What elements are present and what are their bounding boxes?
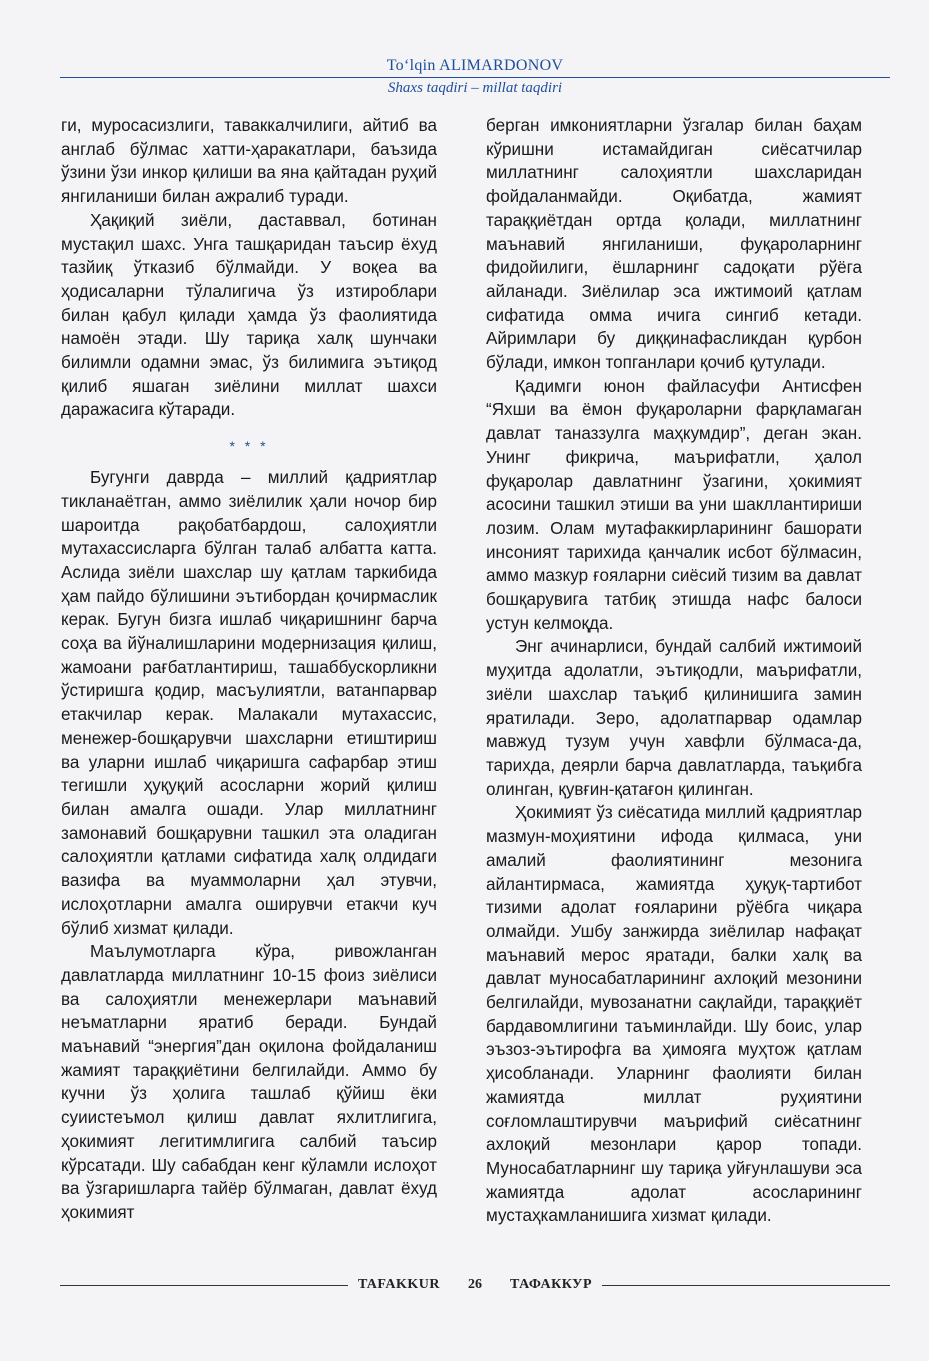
footer-journal-cyrillic: ТАФАККУР bbox=[510, 1277, 593, 1292]
running-header bbox=[60, 56, 890, 97]
footer-rule-left bbox=[60, 1285, 348, 1286]
page-footer bbox=[60, 1274, 890, 1296]
right-column bbox=[486, 114, 862, 1228]
header-subtitle: Shaxs taqdiri – millat taqdiri bbox=[387, 80, 563, 96]
section-separator: * * * bbox=[229, 438, 269, 455]
paragraph: Қадимги юнон файласуфи Антисфен “Яхши ва ёмон фуқароларни фарқламаган давлат таназзулга маҳкумдир”, деган экан. Унинг фикрича, маърифатли, ҳалол фуқаролар давлатнинг ўзагини, ҳокимият асосини ташкил этиши ва уни шакллантириши лозим. Олам мутафаккирларининг башорати инсоният тарихида қанчалик исбот бўлмасин, аммо мазкур ғояларни сиёсий тизим ва давлат бошқарувига татбиқ этишда нафс балоси устун келмоқда. bbox=[486, 376, 862, 633]
paragraph: Маълумотларга кўра, ривожланган давлатларда миллатнинг 10-15 фоиз зиёлиси ва салоҳиятли менежерлари маънавий неъматларни яратиб беради. Бундай маънавий “энергия”дан оқилона фойдаланиш жамият тараққиётини белгилайди. Аммо бу кучни ўз ҳолига ташлаб қўйиш ёки суиистеъмол қилиш давлат яхлитлигига, ҳокимият легитимлигига салбий таъсир кўрсатади. Шу сабабдан кенг кўламли ислоҳот ва ўзгаришларга тайёр бўлмаган, давлат ёхуд ҳокимият bbox=[61, 942, 437, 1222]
paragraph: Энг ачинарлиси, бундай салбий ижтимоий муҳитда адолатли, эътиқодли, маърифатли, зиёли шахслар таъқиб қилинишига замин яратилади. Зеро, адолатпарвар одамлар мавжуд тузум учун хавфли бўлмаса-да, тарихда, деярли барча давлатларда, таъқибга олинган, қувғин-қатағон қилинган. bbox=[486, 637, 862, 799]
footer-rule-right bbox=[602, 1285, 890, 1286]
paragraph: Ҳақиқий зиёли, даставвал, ботинан мустақил шахс. Унга ташқаридан таъсир ёхуд тазйиқ ўтказиб бўлмайди. У воқеа ва ҳодисаларни тўлалигича ўз изтироблари билан қабул қилади ҳамда ўз фаолиятида намоён этади. Шу тариқа халқ шунчаки билимли одамни эмас, ўз билимига эътиқод қилиб яшаган зиёлини миллат шахси даражасига кўтаради. bbox=[61, 210, 437, 420]
header-rule bbox=[60, 77, 890, 78]
footer-journal-latin: TAFAKKUR bbox=[357, 1277, 441, 1292]
paragraph: берган имкониятларни ўзгалар билан баҳам кўришни истамайдиган сиёсатчилар миллатнинг салоҳиятли шахсларидан фойдаланмайди. Оқибатда, жамият тараққиётдан ортда қолади, миллатнинг маънавий янгиланиши, фуқароларнинг фидойилиги, ёшларнинг садоқати рўёга айланади. Зиёлилар эса ижтимоий қатлам сифатида омма ичига сингиб кетади. Айримлари бу диққинафасликдан қурбон бўлади, имкон топганлари қочиб қутулади. bbox=[486, 116, 862, 373]
paragraph: Бугунги даврда – миллий қадриятлар тикланаётган, аммо зиёлилик ҳали ночор бир шароитда рақобатбардош, салоҳиятли мутахассисларга бўлган талаб албатта катта. Аслида зиёли шахслар шу қатлам таркибида ҳам пайдо бўлишини эътибордан қочирмаслик керак. Бугун бизга ишлаб чиқаришнинг барча соҳа ва йўналишларини модернизация қилиш, жамоани рағбатлантириш, ташаббускорликни ўстиришга қодир, масъулиятли, ватанпарвар етакчилар керак. Малакали мутахассис, менежер-бошқарувчи шахсларни етиштириш ва уларни ишлаб чиқаришга сафарбар этиш тегишли ҳуқуқий асосларни жорий қилиш билан амалга ошади. Улар миллатнинг замонавий бошқарувни ташкил эта оладиган салоҳиятли қатлами сифатида халқ олдидаги вазифа ва муаммоларни ҳал этувчи, ислоҳотларни амалга оширувчи етакчи куч бўлиб хизмат қилади. bbox=[61, 468, 437, 938]
page-number: 26 bbox=[468, 1277, 483, 1292]
paragraph: Ҳокимият ўз сиёсатида миллий қадриятлар мазмун-моҳиятини ифода қилмаса, уни амалий фаолиятининг мезонига айлантирмаса, жамиятда ҳуқуқ-тартибот тизими адолат ғояларини рўёбга чиқара олмайди. Ушбу занжирда зиёлилар нафақат маънавий мерос яратади, балки халқ ва давлат муносабатларининг ахлоқий мезонини белгилайди, мувозанатни сақлайди, тараққиёт бардавомлигини таъминлайди. Шу боис, улар эъзоз-эътирофга ва ҳимояга муҳтож қатлам ҳисобланади. Уларнинг фаолияти билан жамиятда миллат руҳиятини соғломлаштирувчи маърифий сиёсатнинг ахлоқий мезонлари қарор топади. Муносабатларнинг шу тариқа уйғунлашуви эса жамиятда адолат асосларининг мустаҳкамланишига хизмат қилади. bbox=[486, 803, 862, 1226]
paragraph: ги, муросасизлиги, таваккалчилиги, айтиб ва англаб бўлмас хатти-ҳаракатлари, баъзида ўзини ўзи инкор қилиши ва яна қайтадан руҳий янгиланиши билан ажралиб туради. bbox=[61, 116, 437, 207]
header-author: To‘lqin ALIMARDONOV bbox=[386, 57, 564, 74]
left-column bbox=[61, 114, 437, 1225]
